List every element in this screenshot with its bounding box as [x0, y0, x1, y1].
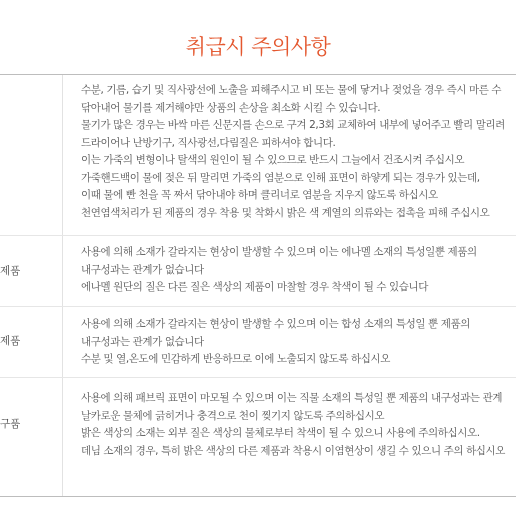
text-line: 내구성과는 관계가 없습니다 [81, 335, 204, 348]
text-line: 사용에 의해 패브릭 표면이 마모될 수 있으며 이는 직물 소재의 특성일 뿐 제품의 내구성과는 관계 [81, 392, 503, 404]
text-line: 사용에 의해 소재가 갈라지는 현상이 발생할 수 있으며 이는 합성 소재의 특성일 뿐 제품의 [81, 318, 470, 330]
column-divider [62, 236, 63, 306]
text-line: 밝은 색상의 소재는 외부 질은 색상의 물체로부터 착색이 될 수 있으니 사용에 주의하십시오. [81, 427, 480, 439]
section-text [81, 316, 516, 369]
text-line: 날카로운 물체에 긁히거나 충격으로 천이 찢기지 않도록 주의하십시오 [81, 409, 385, 422]
section-general-care [0, 75, 516, 235]
text-line: 천연염색처리가 된 제품의 경우 착용 및 착화시 밝은 색 계열의 의류와는 접촉을 피해 주십시오 [81, 206, 490, 219]
section-label: 구품 [0, 418, 21, 430]
bottom-divider [0, 496, 516, 497]
text-line: 데님 소재의 경우, 특히 밝은 색상의 다른 제품과 착용시 이염현상이 생길 수 있으니 주의 하십시오 [81, 444, 506, 457]
text-line: 수분 및 열,온도에 민감하게 반응하므로 이에 노출되지 않도록 하십시오 [81, 353, 390, 365]
text-line: 이때 물에 빤 천을 꼭 짜서 닦아내야 하며 클리너로 염분을 지우지 않도록 하십시오 [81, 189, 438, 201]
page-title: 취급시 주의사항 [185, 35, 331, 59]
text-line: 이는 가죽의 변형이나 탈색의 원인이 될 수 있으므로 반드시 그늘에서 건조시켜 주십시오 [81, 154, 465, 166]
text-line: 사용에 의해 소재가 갈라지는 현상이 발생할 수 있으며 이는 에나멜 소재의 특성일뿐 제품의 [81, 246, 477, 258]
section-text [81, 244, 516, 297]
text-line: 가죽핸드백이 물에 젖은 뒤 말리면 가죽의 염분으로 인해 표면이 하얗게 되는 경우가 있는데, [81, 171, 480, 184]
section-enamel [0, 236, 516, 306]
section-text [81, 390, 516, 460]
text-line: 내구성과는 관계가 없습니다 [81, 263, 204, 276]
column-divider [62, 75, 63, 235]
column-divider [62, 307, 63, 377]
section-text [81, 82, 516, 222]
section-synthetic [0, 307, 516, 377]
section-label: 제품 [0, 265, 21, 277]
text-line: 수분, 기름, 습기 및 직사광선에 노출을 피해주시고 비 또는 물에 닿거나 젖었을 경우 즉시 마른 수 [81, 84, 502, 96]
column-divider [62, 378, 63, 496]
section-fabric [0, 378, 516, 496]
text-line: 드라이어나 난방기구, 직사광선,다림질은 피하셔야 합니다. [81, 136, 336, 149]
text-line: 물기가 많은 경우는 바싹 마른 신문지를 손으로 구겨 2,3회 교체하여 내부에 넣어주고 빨리 말리려 [81, 119, 505, 131]
text-line: 닦아내어 물기를 제거해야만 상품의 손상을 최소화 시킬 수 있습니다. [81, 101, 381, 114]
section-label: 제품 [0, 335, 21, 347]
text-line: 에나멜 원단의 질은 다른 질은 색상의 제품이 마찰할 경우 착색이 될 수 있습니다 [81, 281, 429, 293]
